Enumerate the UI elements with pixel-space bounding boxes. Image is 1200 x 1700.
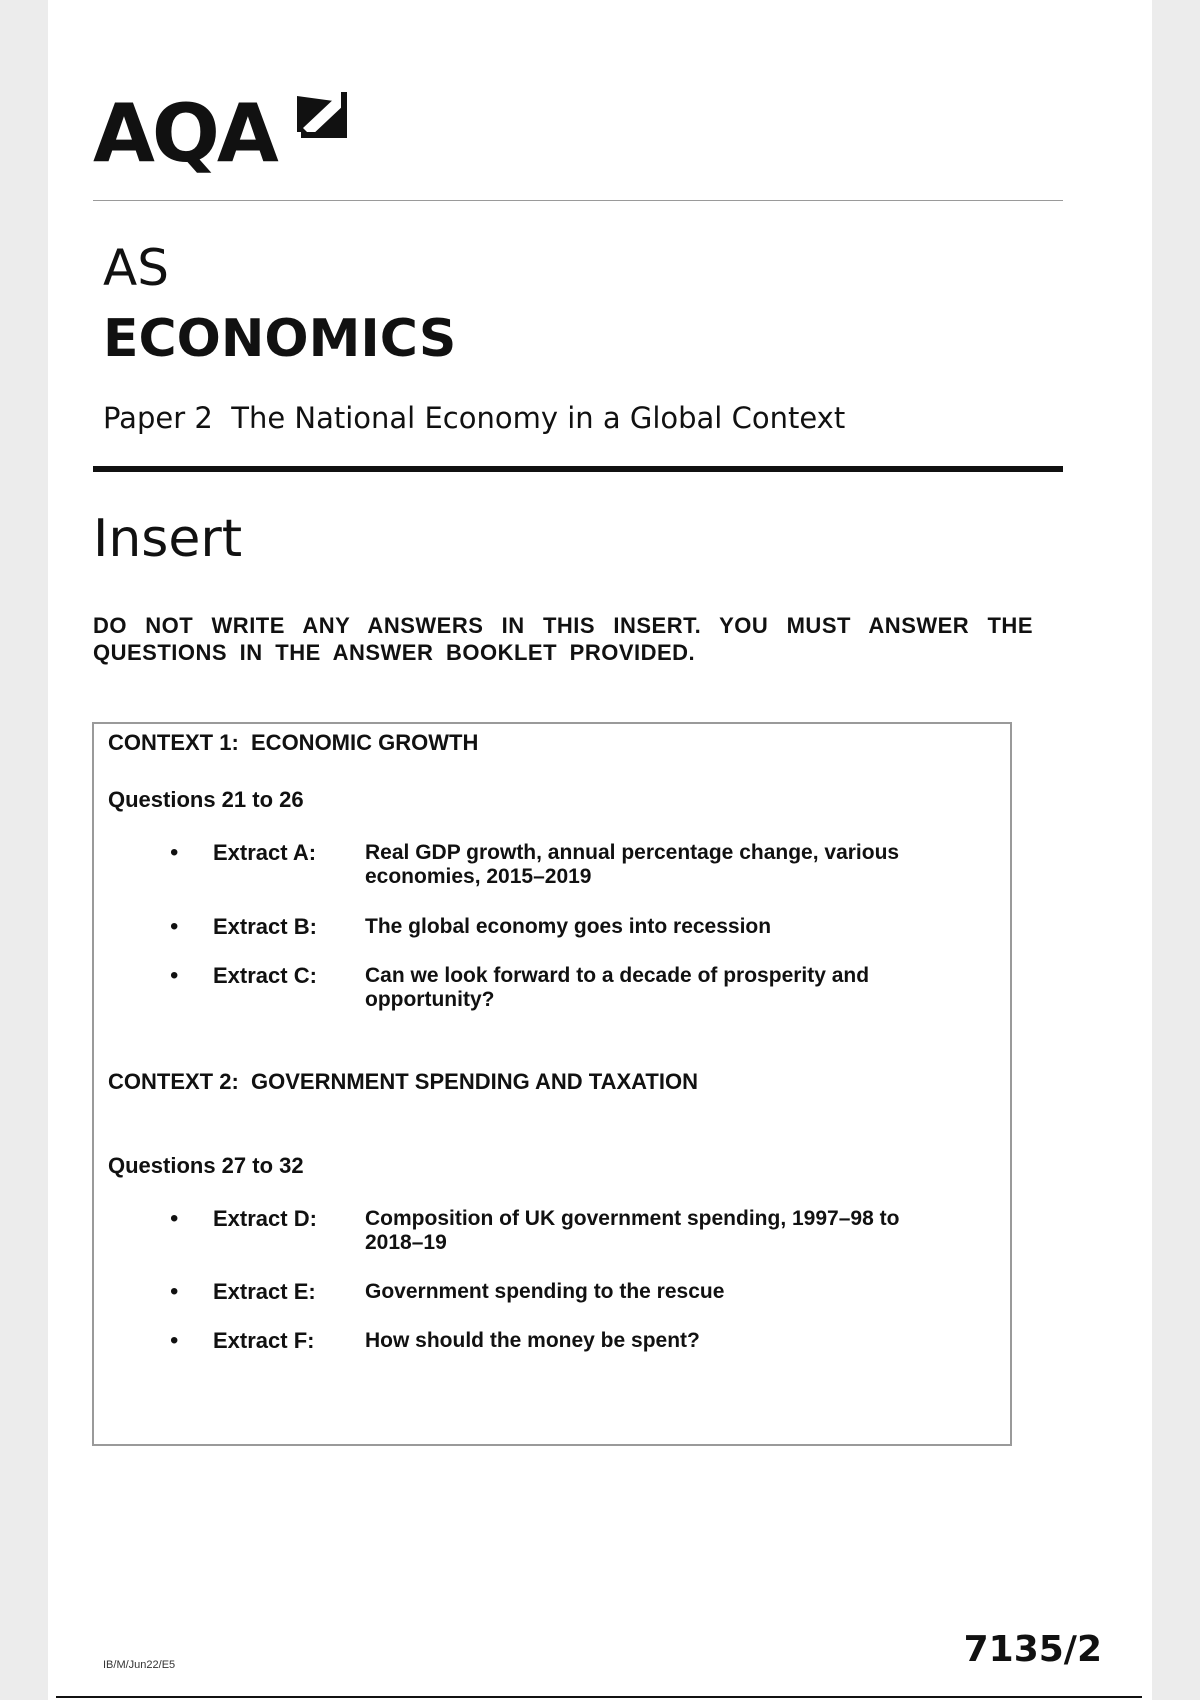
extract-title: Government spending to the rescue <box>365 1280 725 1303</box>
bullet-icon: • <box>170 1205 179 1232</box>
context-2-heading: CONTEXT 2: GOVERNMENT SPENDING AND TAXATION <box>108 1069 698 1094</box>
qualification-level: AS <box>103 239 169 297</box>
logo-wordmark: AQA <box>93 87 276 180</box>
paper-code: 7135/2 <box>963 1629 1102 1670</box>
extract-label: Extract C: <box>213 963 317 988</box>
context-2-questions: Questions 27 to 32 <box>108 1153 304 1178</box>
bullet-icon: • <box>170 839 179 866</box>
extract-title: How should the money be spent? <box>365 1329 700 1352</box>
bullet-icon: • <box>170 913 179 940</box>
extract-item <box>170 1206 970 1258</box>
extract-label: Extract B: <box>213 914 317 939</box>
context-1-questions: Questions 21 to 26 <box>108 787 304 812</box>
extract-item <box>170 914 970 966</box>
header-divider <box>93 200 1063 201</box>
extract-title: Composition of UK government spending, 1997–98 to 2018–19 <box>365 1207 900 1254</box>
extract-label: Extract E: <box>213 1279 316 1304</box>
subject-title: ECONOMICS <box>103 309 457 369</box>
insert-instruction: DO NOT WRITE ANY ANSWERS IN THIS INSERT. YOU MUST ANSWER THE QUESTIONS IN THE ANSWER BOOKLET PROVIDED. <box>93 613 1033 665</box>
footer-divider <box>56 1696 1142 1698</box>
aqa-logo <box>93 84 363 184</box>
bullet-icon: • <box>170 1327 179 1354</box>
extract-title: The global economy goes into recession <box>365 915 772 938</box>
extract-label: Extract D: <box>213 1206 317 1231</box>
extract-label: Extract F: <box>213 1328 315 1353</box>
extract-item <box>170 1279 970 1331</box>
extract-item <box>170 963 970 1015</box>
document-reference: IB/M/Jun22/E5 <box>103 1659 176 1671</box>
extract-label: Extract A: <box>213 840 317 865</box>
extract-title: Real GDP growth, annual percentage change, various economies, 2015–2019 <box>365 841 900 888</box>
extract-title: Can we look forward to a decade of prosperity and opportunity? <box>365 964 870 1011</box>
title-divider <box>93 466 1063 472</box>
extract-item <box>170 840 970 892</box>
aqa-tick-icon <box>293 88 349 144</box>
bullet-icon: • <box>170 1278 179 1305</box>
paper-title: Paper 2 The National Economy in a Global Context <box>103 401 846 435</box>
bullet-icon: • <box>170 962 179 989</box>
insert-title: Insert <box>93 509 243 569</box>
extract-item <box>170 1328 970 1380</box>
context-1-heading: CONTEXT 1: ECONOMIC GROWTH <box>108 730 479 755</box>
